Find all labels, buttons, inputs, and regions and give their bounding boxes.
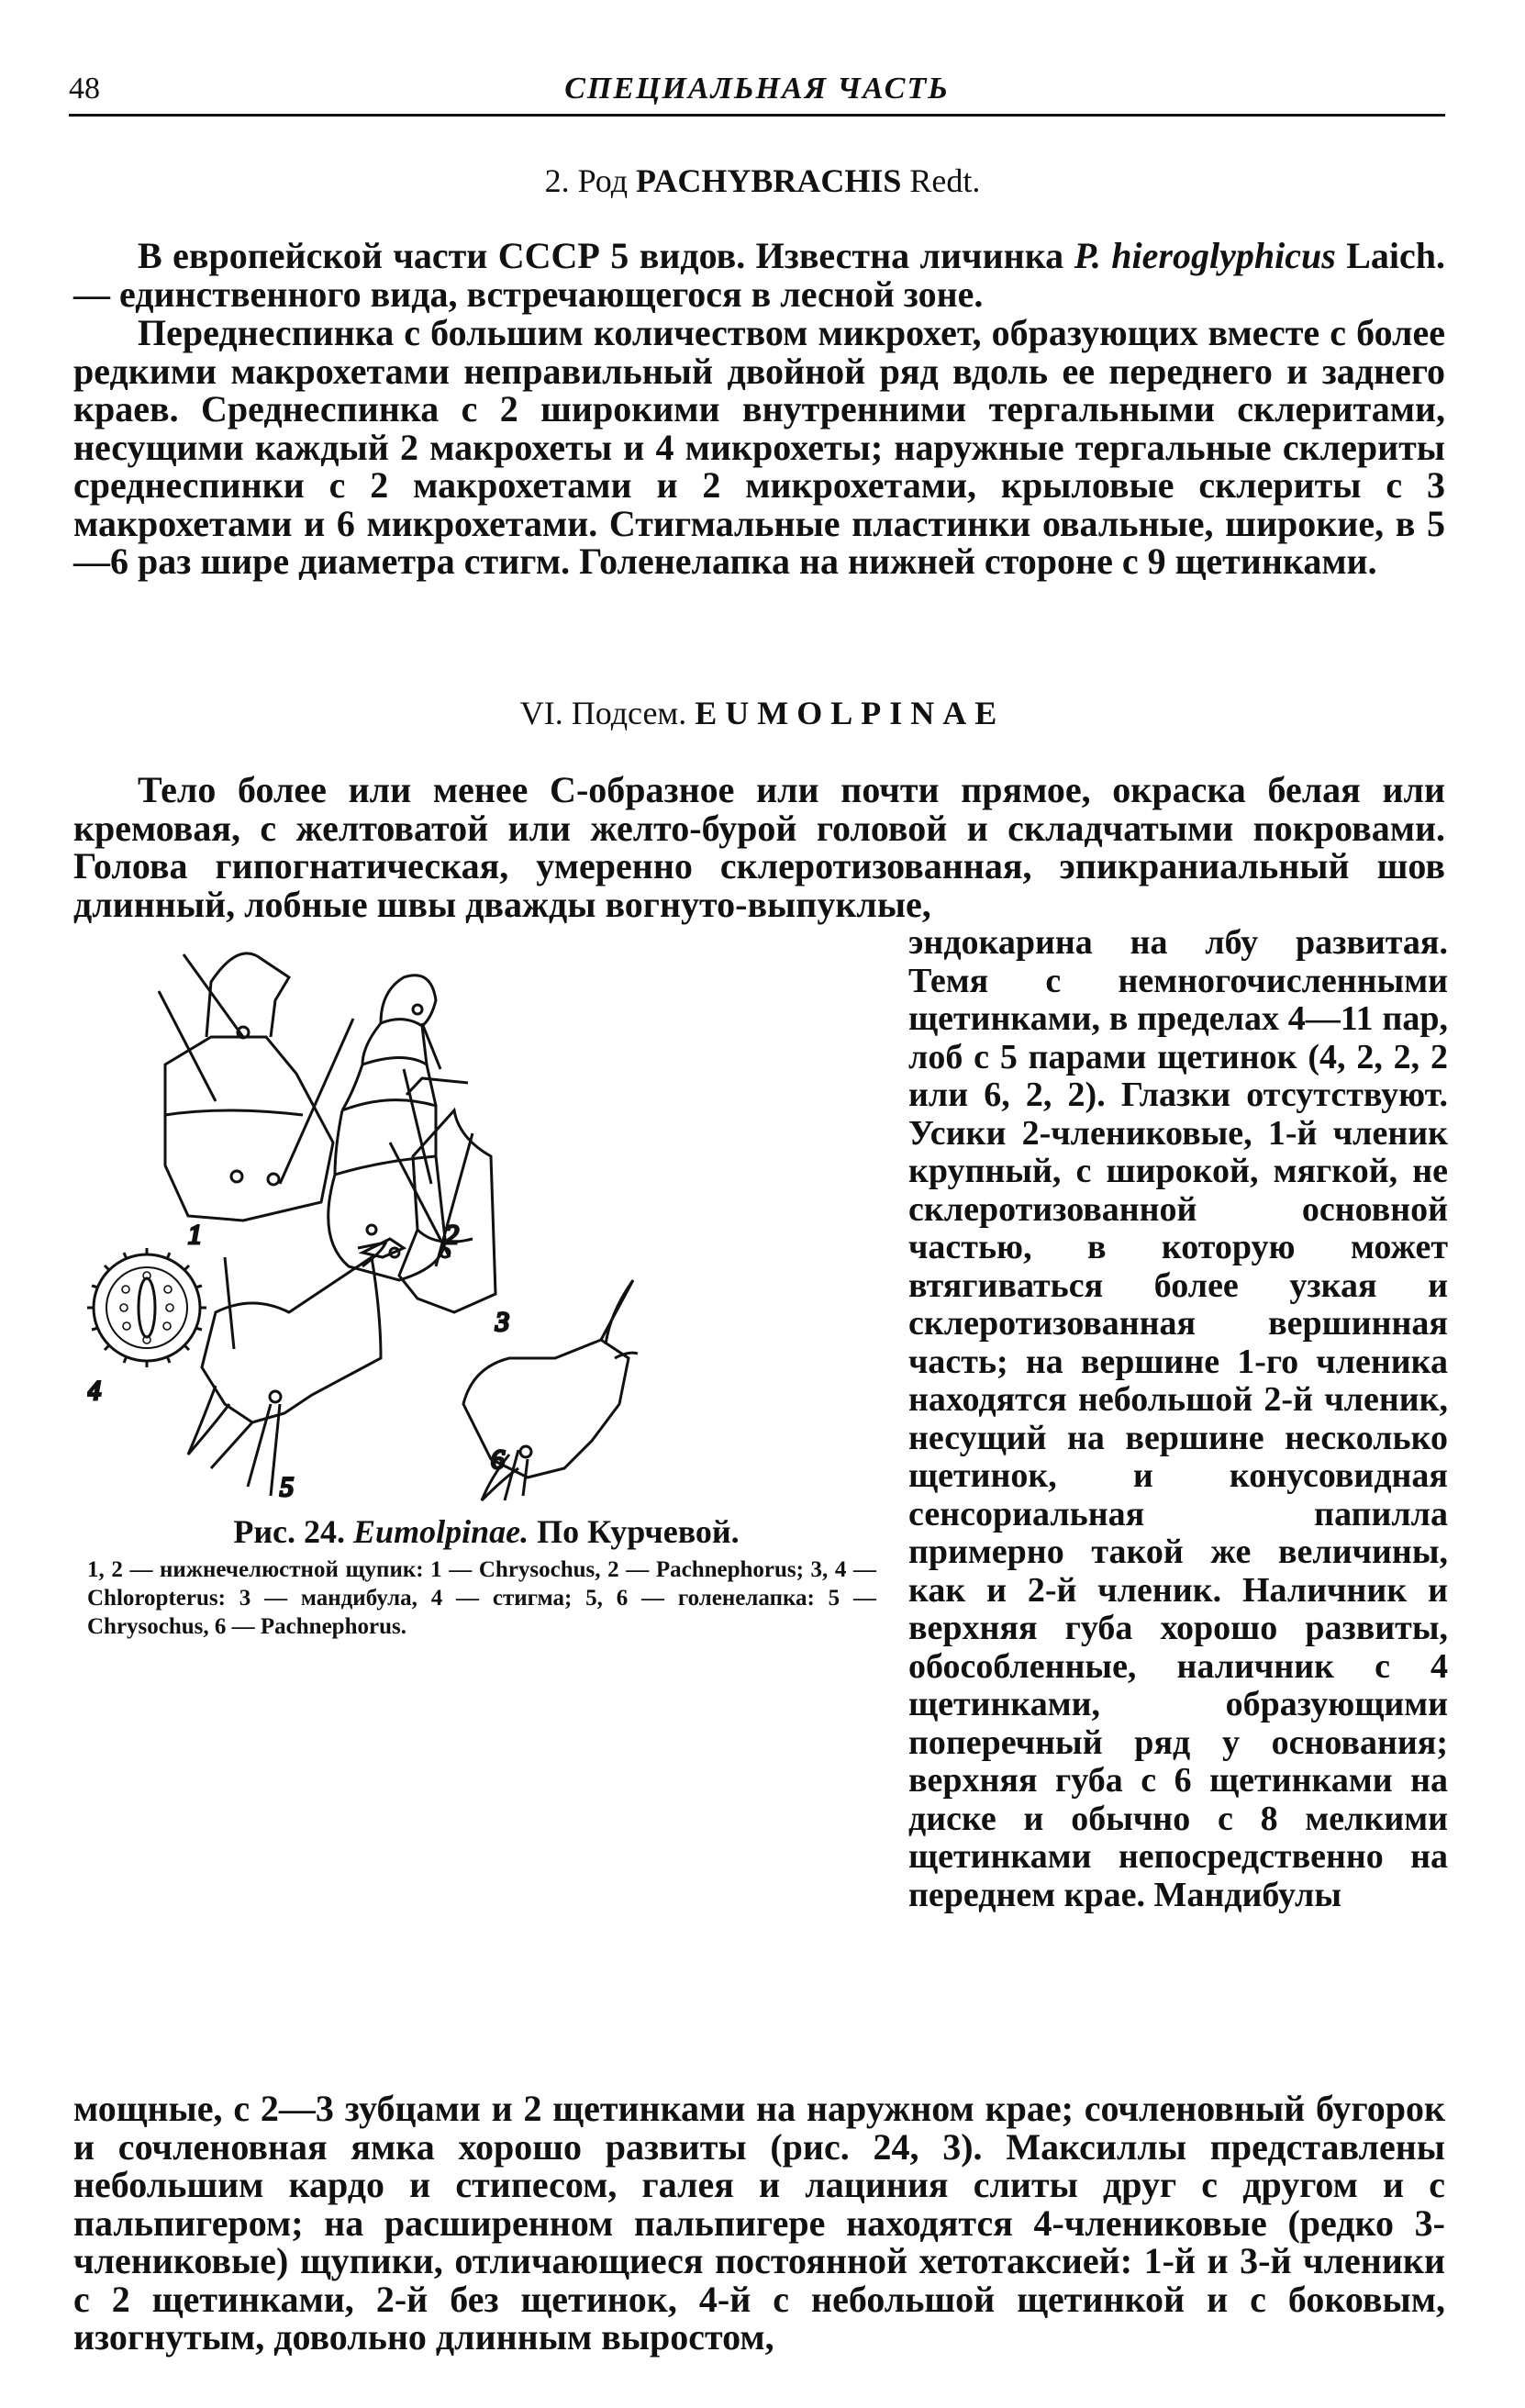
tibiotarsus-chrysochus-drawing xyxy=(188,1239,404,1496)
subfamily-heading-prefix: VI. Подсем. xyxy=(519,695,696,731)
genus-heading-number: 2. Род xyxy=(544,162,637,199)
figure-24-drawing xyxy=(87,927,885,1505)
subfamily-intro-text: Тело более или менее С-образное или почти прямое, окраска белая или кремовая, с желтоватой или желто-бурой головой и складчатыми покровами. Голова гипогнатическая, умеренно склеротизованная, эпикраниальный шов длинный, лобные швы дважды вогнуто-выпуклые, xyxy=(73,769,1445,925)
tibiotarsus-pachnephorus-drawing xyxy=(463,1280,638,1500)
caption-taxon: Eumolpinae. xyxy=(353,1513,529,1550)
right-column-text: эндокарина на лбу развитая. Темя с немногочисленными щетинками, в пределах 4—11 пар, лоб с 5 парами щетинок (4, 2, 2, 2 или 6, 2, 2). Глазки отсутствуют. Усики 2-члениковые, 1-й членик крупный, с широкой, мягкой, не склеротизованной основной частью, в которую может втягиваться более узкая и склеротизованная вершинная часть; на вершине 1-го членика находятся небольшой 2-й членик, несущий на вершине несколько щетинок, и конусовидная сенсориальная папилла примерно такой же величины, как и 2-й членик. Наличник и верхняя губа хорошо развиты, обособленные, наличник с 4 щетинками, образующими поперечный ряд у основания; верхняя губа с 6 щетинками на диске и обычно с 8 мелкими щетинками непосредственно на переднем крае. Мандибулы xyxy=(908,923,1448,1914)
palp-chrysochus-drawing xyxy=(159,953,353,1221)
figure-label-4: 4 xyxy=(87,1376,101,1406)
figure-caption-legend: 1, 2 — нижнечелюстной щупик: 1 — Chrysochus, 2 — Pachnephorus; 3, 4 — Chloropterus: 3 — мандибула, 4 — стигма; 5, 6 — голенелапка: 5 — Chrysochus, 6 — Pachnephorus. xyxy=(87,1557,876,1639)
subfamily-intro xyxy=(73,771,1445,923)
spiracle-drawing xyxy=(87,1248,206,1367)
genus-paragraph-2 xyxy=(73,314,1445,581)
genus-para1-text-b: Laich. — единственного вида, встречающегося в лесной зоне. xyxy=(73,235,1445,315)
running-head xyxy=(69,72,1445,117)
genus-para2-text: Переднеспинка с большим количеством микрохет, образующих вместе с более редкими макрохетами неправильный двойной ряд вдоль ее переднего и заднего краев. Среднеспинка с 2 широкими внутренними тергальными склеритами, несущими каждый 2 макрохеты и 4 микрохеты; наружные тергальные склериты среднеспинки с 2 макрохетами и 2 микрохетами, крыловые склериты с 3 макрохетами и 6 микрохетами. Стигмальные пластинки овальные, широкие, в 5—6 раз шире диаметра стигм. Голенелапка на нижней стороне с 9 щетинками. xyxy=(73,312,1445,582)
genus-para1-species: P. hieroglyphicus xyxy=(1074,235,1336,276)
page-number: 48 xyxy=(69,72,100,106)
subfamily-heading xyxy=(0,694,1525,732)
genus-heading-name: PACHYBRACHIS xyxy=(636,162,902,199)
figure-24 xyxy=(87,927,885,1505)
bottom-paragraph: мощные, с 2—3 зубцами и 2 щетинками на наружном крае; сочленовный бугорок и сочленовная ямка хорошо развиты (рис. 24, 3). Максиллы представлены небольшим кардо и стипесом, галея и лациния слиты друг с другом и с пальпигером; на расширенном пальпигере находятся 4-члениковые (редко 3-члениковые) щупики, отличающиеся постоянной хетотаксией: 1-й и 3-й членики с 2 щетинками, 2-й без щетинок, 4-й с небольшой щетинкой и с боковым, изогнутым, довольно длинным выростом, xyxy=(73,2088,1445,2358)
running-title: СПЕЦИАЛЬНАЯ ЧАСТЬ xyxy=(564,72,950,106)
genus-heading xyxy=(0,162,1525,200)
genus-heading-author: Redt. xyxy=(901,162,981,199)
figure-label-5: 5 xyxy=(280,1472,294,1502)
figure-label-1: 1 xyxy=(188,1220,202,1250)
genus-para1-text-a: В европейской части СССР 5 видов. Известна личинка xyxy=(138,235,1074,276)
figure-label-3: 3 xyxy=(495,1307,509,1337)
caption-prefix: Рис. 24. xyxy=(233,1513,354,1550)
figure-label-6: 6 xyxy=(491,1444,505,1475)
figure-label-2: 2 xyxy=(445,1220,459,1250)
caption-suffix: По Курчевой. xyxy=(529,1513,740,1550)
figure-caption-title xyxy=(119,1512,853,1551)
genus-paragraph-1 xyxy=(73,237,1445,313)
subfamily-heading-name: EUMOLPINAE xyxy=(695,695,1006,731)
